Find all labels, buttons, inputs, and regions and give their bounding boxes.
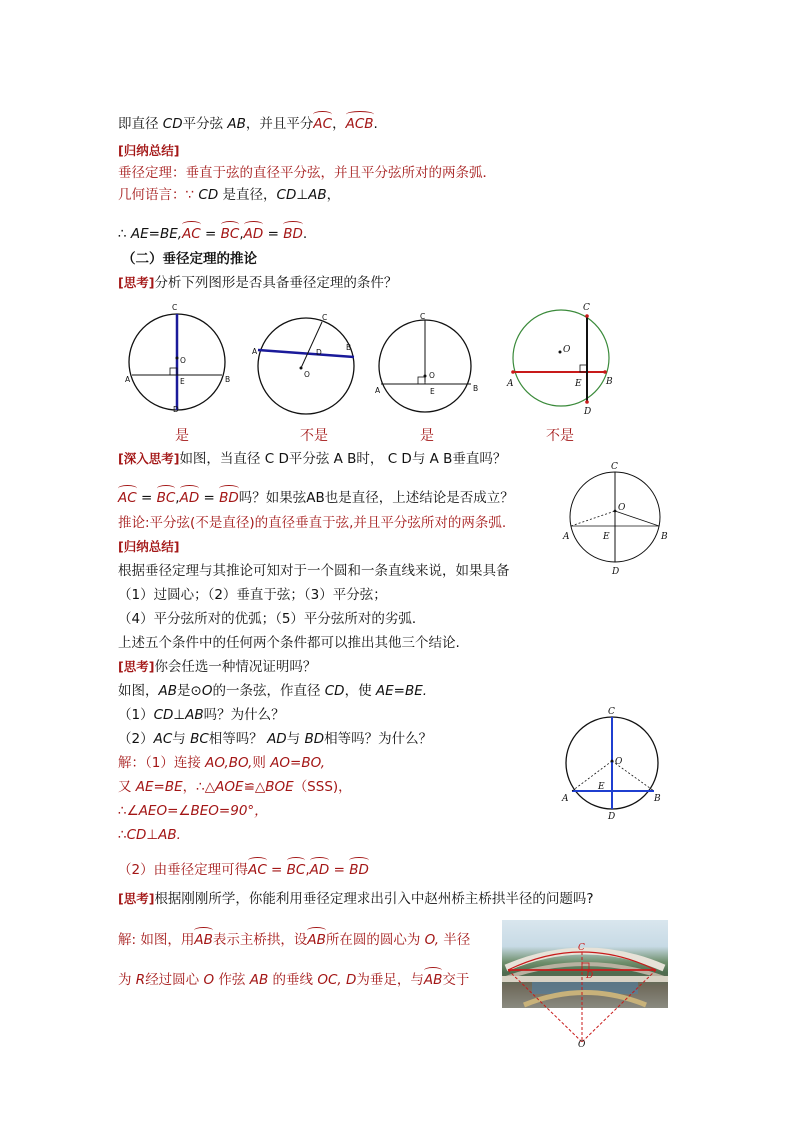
svg-text:B: B bbox=[661, 532, 668, 542]
svg-text:O: O bbox=[615, 757, 623, 767]
svg-text:O: O bbox=[429, 371, 435, 380]
solution-line-4: ∴CD⊥AB. bbox=[118, 827, 181, 843]
figure-4-circle bbox=[505, 300, 620, 415]
svg-text:D: D bbox=[584, 407, 592, 417]
figure-1-circle bbox=[125, 300, 235, 415]
svg-text:C: C bbox=[172, 303, 178, 312]
svg-text:A: A bbox=[562, 794, 569, 804]
figure-proof bbox=[558, 705, 673, 820]
svg-text:A: A bbox=[125, 375, 131, 384]
question-2: （2）AC与 BC相等吗？ AD与 BD相等吗？为什么？ bbox=[118, 731, 433, 747]
question-1: （1）CD⊥AB吗？为什么？ bbox=[118, 707, 285, 723]
svg-text:O: O bbox=[180, 356, 186, 365]
svg-text:C: C bbox=[608, 707, 615, 717]
svg-text:B: B bbox=[473, 384, 479, 393]
figure-2-circle bbox=[252, 310, 362, 420]
answer-3: 是 bbox=[420, 428, 434, 444]
tag-summary-2: [归纳总结] bbox=[118, 539, 180, 554]
solution-line-5: （2）由垂径定理可得AC = BC,AD = BD bbox=[118, 858, 369, 879]
therefore-line: ∴ AE=BE,AC = BC,AD = BD. bbox=[118, 222, 307, 243]
svg-text:E: E bbox=[598, 782, 605, 792]
svg-text:O: O bbox=[563, 345, 571, 355]
section-heading-corollary: （二）垂径定理的推论 bbox=[122, 251, 257, 267]
answer-4: 不是 bbox=[546, 428, 574, 444]
svg-text:A: A bbox=[375, 386, 381, 395]
bridge-geometry-overlay bbox=[502, 920, 668, 1050]
svg-text:D: D bbox=[586, 971, 594, 981]
svg-text:B: B bbox=[225, 375, 231, 384]
answer-2: 不是 bbox=[300, 428, 328, 444]
solution-line-2: 又 AE=BE，∴△AOE≌△BOE（SSS)， bbox=[118, 779, 352, 795]
svg-text:D: D bbox=[173, 405, 179, 414]
svg-text:B: B bbox=[606, 377, 613, 387]
geometry-language: 几何语言：∵ CD 是直径，CD⊥AB， bbox=[118, 187, 341, 203]
summary-line-3: （4）平分弦所对的优弧；（5）平分弦所对的劣弧． bbox=[118, 611, 426, 627]
deep-think: [深入思考]如图，当直径 C D平分弦 A B时， C D与 A B垂直吗？ bbox=[118, 451, 507, 467]
theorem-text: 垂径定理：垂直于弦的直径平分弦，并且平分弦所对的两条弧． bbox=[118, 165, 496, 181]
summary-line-2: （1）过圆心；（2）垂直于弦；（3）平分弦； bbox=[118, 587, 387, 603]
svg-text:C: C bbox=[611, 462, 618, 472]
figure-3-circle bbox=[375, 312, 480, 417]
svg-text:B: B bbox=[346, 343, 352, 352]
think-3: [思考]根据刚刚所学，你能利用垂径定理求出引入中赵州桥主桥拱半径的问题吗? bbox=[118, 891, 594, 907]
svg-text:C: C bbox=[578, 943, 585, 953]
corollary-text: 推论:平分弦(不是直径)的直径垂直于弦,并且平分弦所对的两条弧. bbox=[118, 515, 507, 531]
summary-line-4: 上述五个条件中的任何两个条件都可以推出其他三个结论. bbox=[118, 635, 460, 651]
summary-line-1: 根据垂径定理与其推论可知对于一个圆和一条直线来说，如果具备 bbox=[118, 563, 510, 579]
svg-text:D: D bbox=[608, 812, 616, 822]
solution-line-3: ∴∠AEO=∠BEO=90°， bbox=[118, 803, 268, 819]
svg-text:D: D bbox=[316, 348, 322, 357]
solution-line-1: 解：（1）连接 AO,BO,则 AO=BO, bbox=[118, 755, 325, 771]
svg-text:A: A bbox=[252, 347, 258, 356]
bridge-solution-1: 解: 如图，用AB表示主桥拱，设AB所在圆的圆心为 O, 半径 bbox=[118, 928, 470, 949]
arc-acb: ACB bbox=[346, 112, 374, 133]
svg-text:E: E bbox=[575, 379, 582, 389]
figure-deep-think bbox=[560, 460, 675, 575]
svg-text:D: D bbox=[612, 567, 620, 577]
think-2: [思考]你会任选一种情况证明吗？ bbox=[118, 659, 317, 675]
svg-text:E: E bbox=[430, 387, 435, 396]
svg-text:B: B bbox=[654, 794, 661, 804]
svg-text:A: A bbox=[563, 532, 570, 542]
think-1: [思考]分析下列图形是否具备垂径定理的条件？ bbox=[118, 275, 398, 291]
svg-text:C: C bbox=[420, 312, 426, 321]
svg-text:O: O bbox=[578, 1040, 586, 1050]
svg-text:A: A bbox=[507, 379, 514, 389]
svg-text:C: C bbox=[583, 303, 590, 313]
answer-1: 是 bbox=[175, 428, 189, 444]
svg-text:O: O bbox=[618, 503, 626, 513]
tag-summary-1: [归纳总结] bbox=[118, 143, 180, 158]
svg-text:O: O bbox=[304, 370, 310, 379]
svg-text:C: C bbox=[322, 313, 328, 322]
line-bisect-arcs: 即直径 CD平分弦 AB，并且平分AC，ACB. bbox=[118, 112, 378, 133]
svg-text:E: E bbox=[180, 377, 185, 386]
proof-intro: 如图，AB是⊙O的一条弦，作直径 CD，使 AE=BE. bbox=[118, 683, 428, 699]
bridge-solution-2: 为 R经过圆心 O 作弦 AB 的垂线 OC, D为垂足，与AB交于 bbox=[118, 968, 469, 989]
svg-text:E: E bbox=[603, 532, 610, 542]
deep-think-2: AC = BC,AD = BD吗？如果弦AB也是直径，上述结论是否成立？ bbox=[118, 486, 514, 507]
arc-ac: AC bbox=[313, 112, 332, 133]
